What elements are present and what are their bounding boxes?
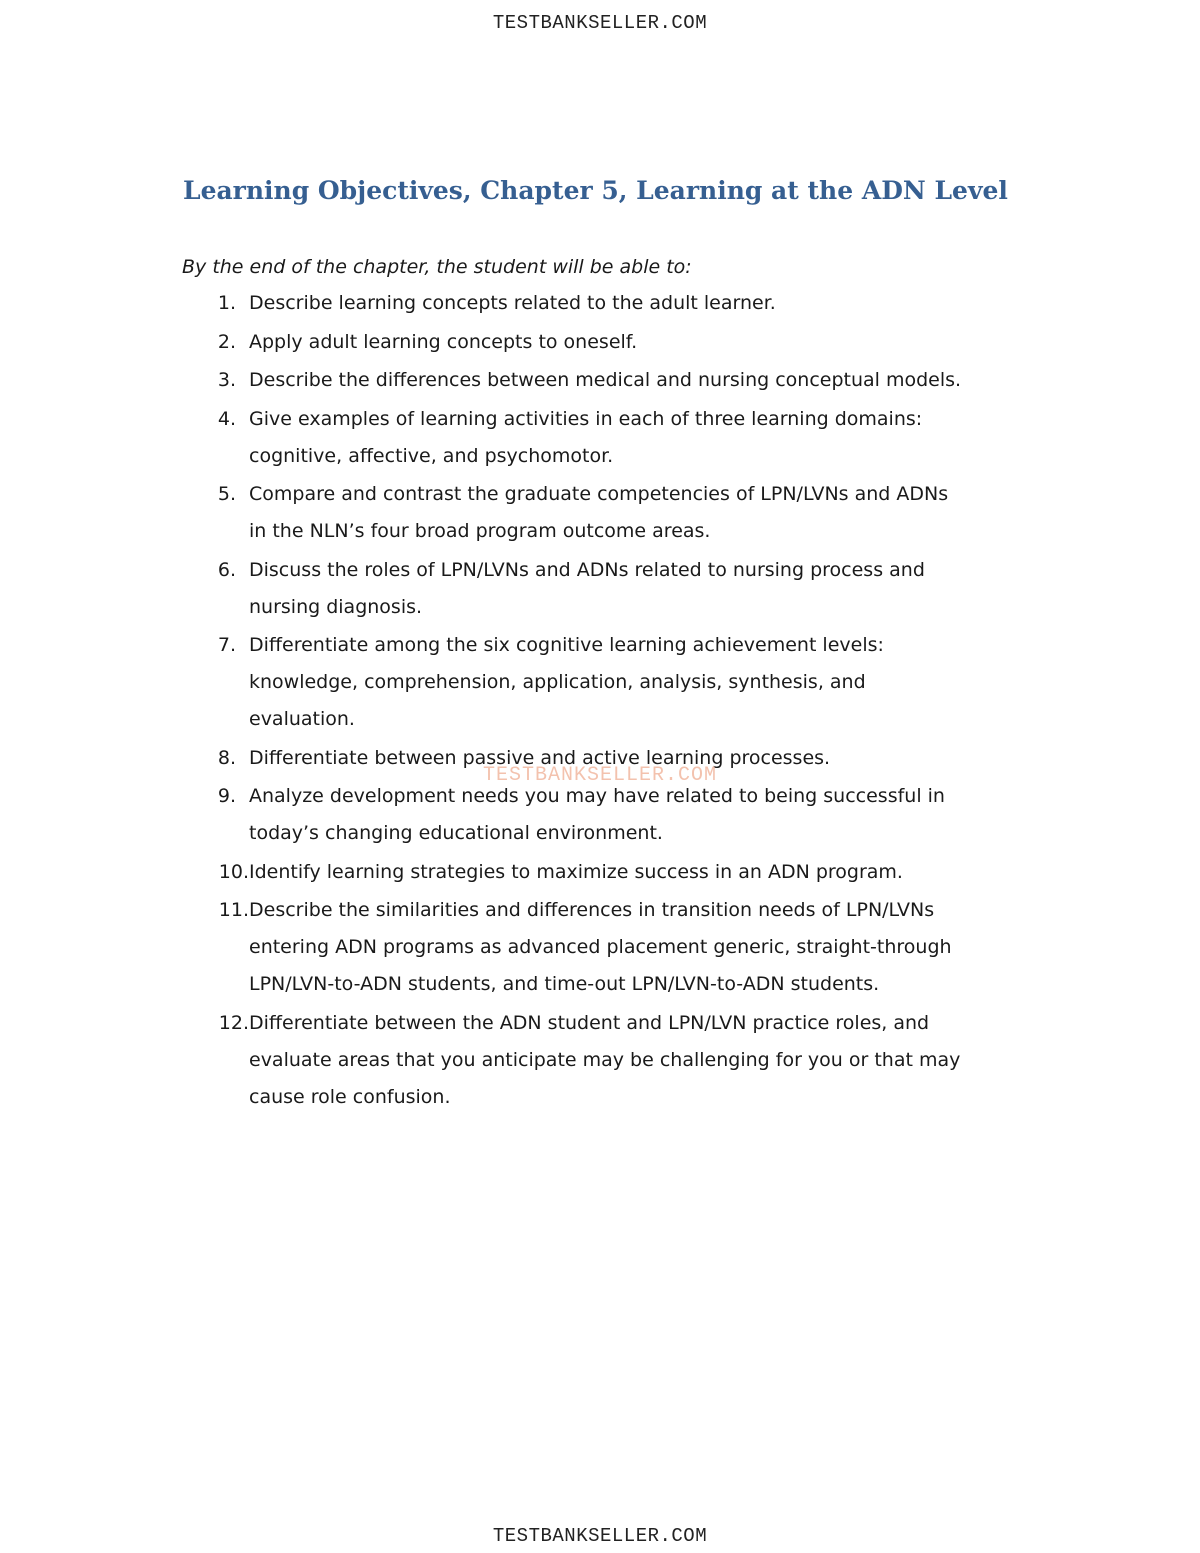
list-item-number: 8. [217, 746, 236, 769]
list-item-text: Describe the differences between medical and nursing conceptual models. [249, 369, 962, 391]
list-item-text: Compare and contrast the graduate competencies of LPN/LVNs and ADNs in the NLN’s four broad program outcome areas. [249, 483, 949, 542]
list-item-text: Differentiate among the six cognitive learning achievement levels: knowledge, comprehension, application, analysis, synthesis, and evaluation. [249, 634, 884, 730]
list-item-number: 2. [217, 330, 236, 353]
list-item-number: 12. [218, 1011, 249, 1034]
list-item [0, 892, 1200, 1003]
page-title: Learning Objectives, Chapter 5, Learning at the ADN Level [183, 176, 1008, 205]
list-item-text: Apply adult learning concepts to oneself. [249, 330, 638, 353]
header-watermark-text: TESTBANKSELLER.COM [492, 12, 708, 34]
list-item-number: 5. [217, 483, 236, 505]
list-item [0, 362, 1200, 399]
list-item-text: Identify learning strategies to maximize success in an ADN program. [249, 860, 903, 883]
list-item-number: 7. [217, 634, 236, 656]
list-item [0, 285, 1200, 322]
footer-watermark-text: TESTBANKSELLER.COM [492, 1525, 708, 1547]
list-item-number: 11. [218, 899, 249, 921]
list-item-number: 1. [217, 292, 236, 314]
center-watermark-text: TESTBANKSELLER.COM [482, 764, 718, 787]
list-item-text: Describe the similarities and differences in transition needs of LPN/LVNs entering ADN programs as advanced placement generic, straight-through LPN/LVN-to-ADN students, and time-out LPN/LVN-to-ADN students. [249, 899, 952, 995]
intro-text: By the end of the chapter, the student will be able to: [182, 256, 692, 278]
list-item [0, 778, 1200, 852]
list-item-text: Analyze development needs you may have related to being successful in today’s changing educational environment. [249, 785, 945, 844]
list-item-text: Give examples of learning activities in each of three learning domains: cognitive, affective, and psychomotor. [249, 407, 923, 467]
list-item [0, 627, 1200, 738]
list-item [0, 854, 1200, 891]
list-item-number: 6. [217, 558, 236, 581]
list-item [0, 401, 1200, 475]
list-item [0, 476, 1200, 550]
list-item-text: Differentiate between the ADN student and LPN/LVN practice roles, and evaluate areas that you anticipate may be challenging for you or that may cause role confusion. [249, 1011, 961, 1108]
list-item-number: 4. [217, 407, 236, 430]
objectives-list [0, 285, 1200, 1117]
list-item-text: Describe learning concepts related to the adult learner. [249, 292, 776, 314]
list-item [0, 552, 1200, 626]
list-item [0, 324, 1200, 361]
list-item-text: Differentiate between passive and active learning processes. [249, 746, 831, 769]
list-item [0, 1005, 1200, 1116]
list-item-number: 3. [217, 369, 236, 391]
list-item-number: 10. [218, 860, 249, 883]
list-item-number: 9. [217, 785, 236, 807]
list-item-text: Discuss the roles of LPN/LVNs and ADNs related to nursing process and nursing diagnosis. [249, 558, 925, 618]
